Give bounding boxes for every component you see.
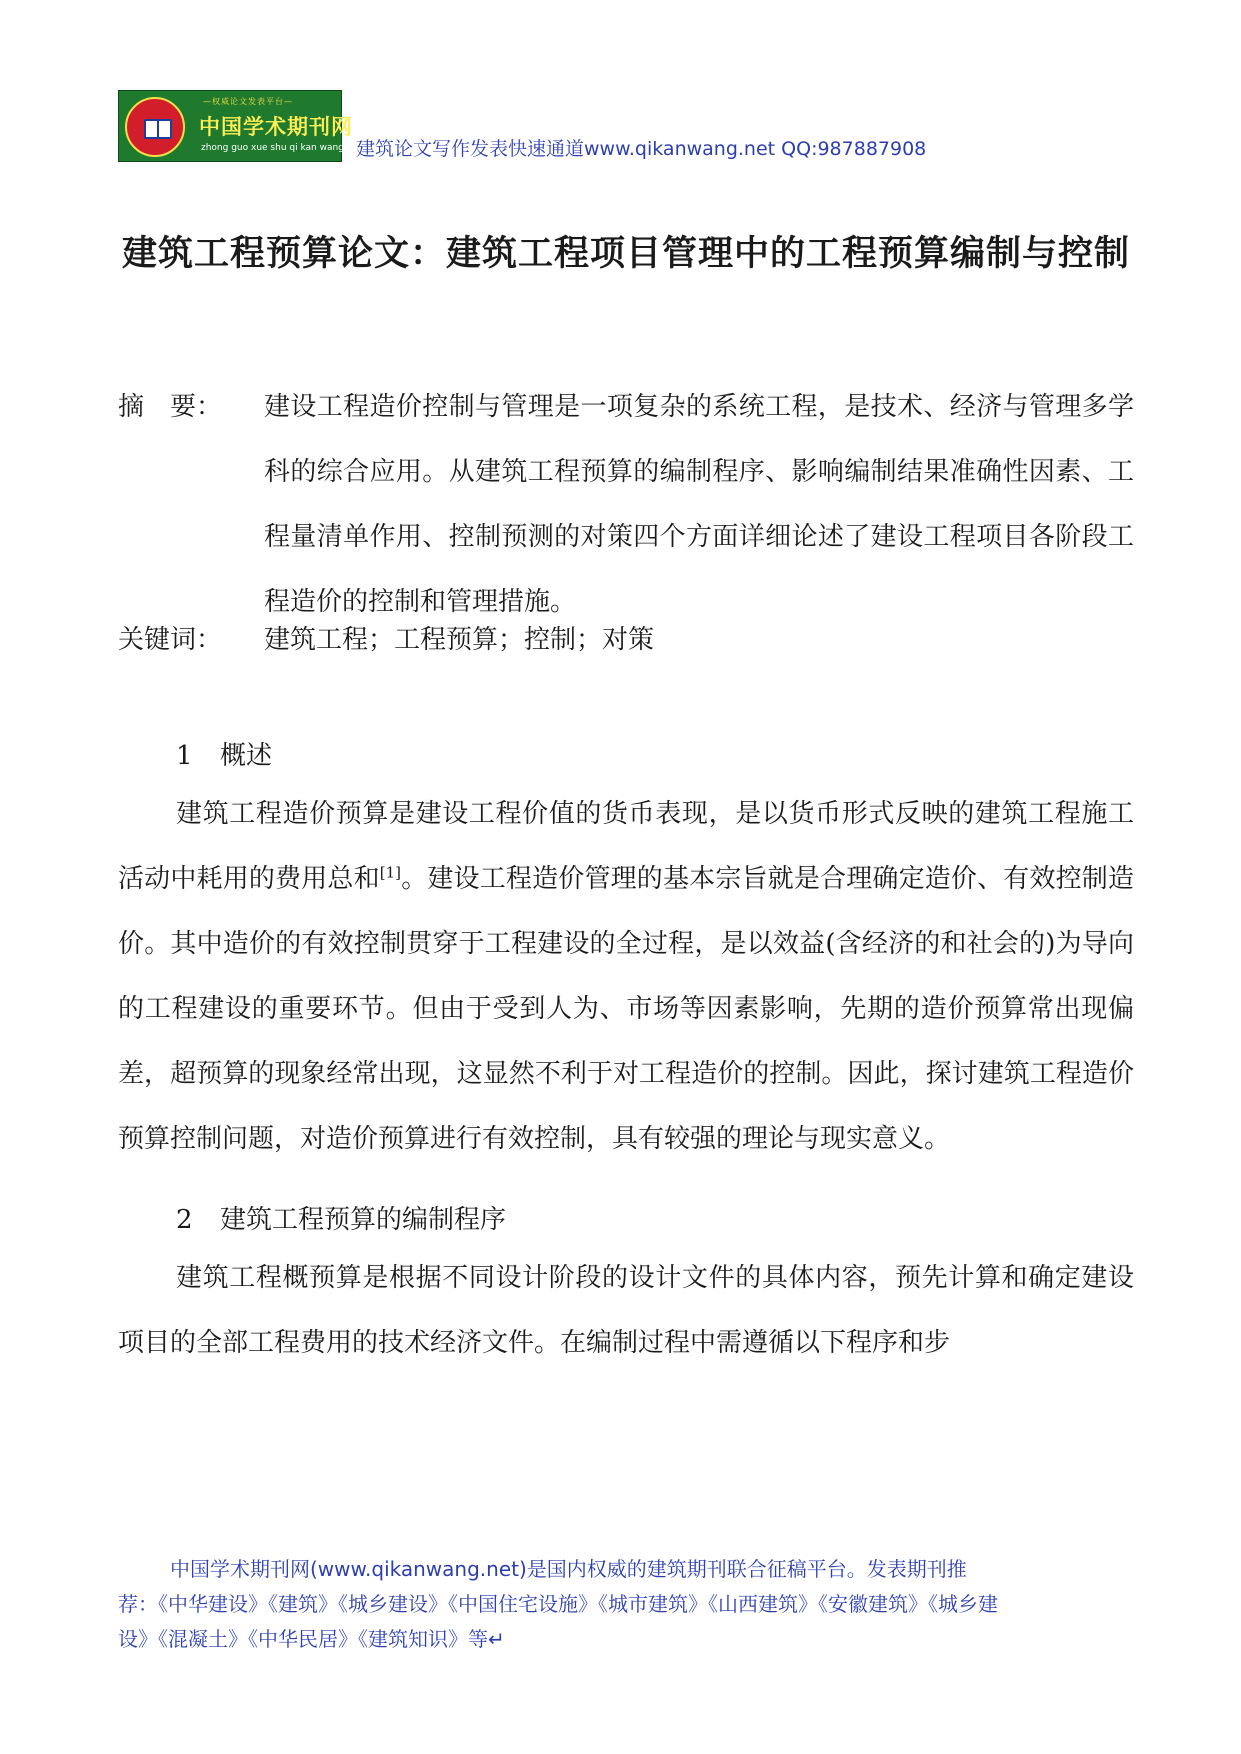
- section-2-paragraph: 建筑工程概预算是根据不同设计阶段的设计文件的具体内容，预先计算和确定建设项目的全部工程费用的技术经济文件。在编制过程中需遵循以下程序和步: [118, 1263, 1134, 1358]
- paragraph-text: 。建设工程造价管理的基本宗旨就是合理确定造价、有效控制造价。其中造价的有效控制贯穿于工程建设的全过程，是以效益(含经济的和社会的)为导向的工程建设的重要环节。但由于受到人为、市场等因素影响，先期的造价预算常出现偏差，超预算的现象经常出现，这显然不利于对工程造价的控制。因此，探讨建筑工程造价预算控制问题，对造价预算进行有效控制，具有较强的理论与现实意义。: [118, 864, 1134, 1154]
- keywords-text: 建筑工程；工程预算；控制；对策: [264, 625, 655, 655]
- section-heading-1: [176, 724, 272, 789]
- book-icon: [144, 119, 172, 139]
- section-number: 2: [176, 1205, 193, 1235]
- section-title: 建筑工程预算的编制程序: [220, 1205, 507, 1235]
- logo-emblem: [125, 97, 185, 157]
- section-1-paragraph: [118, 782, 1134, 1172]
- page-header: [118, 90, 1018, 162]
- keywords-label: 关键词：: [118, 625, 223, 655]
- section-number: 1: [176, 741, 193, 771]
- citation-ref[interactable]: [1]: [379, 863, 402, 882]
- abstract-text: 建设工程造价控制与管理是一项复杂的系统工程，是技术、经济与管理多学科的综合应用。从建筑工程预算的编制程序、影响编制结果准确性因素、工程量清单作用、控制预测的对策四个方面详细论述了建设工程项目各阶段工程造价的控制和管理措施。: [264, 392, 1134, 617]
- paragraph-text: 建筑工程造价预算是建设工程价值的货币表现，是以货币形式反映的建筑工程施工活动中耗用的费用总和: [118, 799, 1134, 894]
- section-title: 概述: [220, 741, 273, 771]
- logo-brand-name: 中国学术期刊网: [199, 115, 353, 139]
- logo-tagline: —权威论文发表平台—: [203, 97, 293, 106]
- qikanwang-logo[interactable]: [118, 90, 353, 162]
- abstract-label: 摘 要：: [118, 392, 223, 422]
- header-slogan: 建筑论文写作发表快速通道www.qikanwang.net QQ:987887908: [356, 138, 927, 160]
- document-title: 建筑工程预算论文：建筑工程项目管理中的工程预算编制与控制: [121, 233, 1130, 274]
- section-heading-2: [176, 1188, 506, 1253]
- page-footer: 中国学术期刊网(www.qikanwang.net)是国内权威的建筑期刊联合征稿平台。发表期刊推荐：《中华建设》《建筑》《城乡建设》《中国住宅设施》《城市建筑》《山西建筑》《安徽建筑》《城乡建设》《混凝土》《中华民居》《建筑知识》等↵: [118, 1557, 998, 1651]
- logo-pinyin: zhong guo xue shu qi kan wang: [201, 143, 344, 153]
